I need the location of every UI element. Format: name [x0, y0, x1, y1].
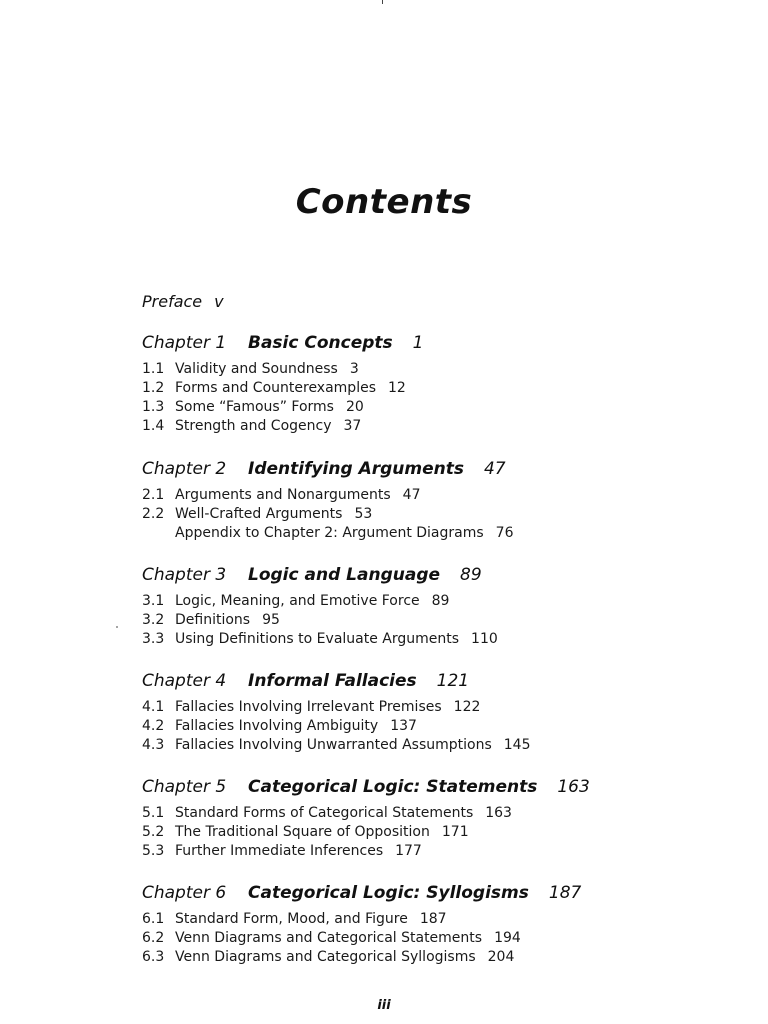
chapter-1	[142, 330, 742, 436]
section-page: 145	[503, 737, 531, 753]
chapter-heading[interactable]	[142, 562, 742, 588]
section-title: Fallacies Involving Ambiguity	[175, 718, 379, 734]
chapter-heading[interactable]	[142, 456, 742, 482]
section-entry[interactable]	[142, 698, 742, 717]
chapter-page: 163	[557, 777, 590, 797]
section-title: The Traditional Square of Opposition	[175, 824, 430, 840]
section-entry[interactable]	[142, 398, 742, 417]
section-entry[interactable]	[142, 611, 742, 630]
section-entry[interactable]	[142, 948, 742, 967]
section-title: Fallacies Involving Unwarranted Assumptions	[175, 737, 492, 753]
section-number: 5.1	[142, 805, 165, 821]
section-entry[interactable]	[142, 592, 742, 611]
chapter-title: Categorical Logic: Statements	[248, 777, 538, 797]
section-entry[interactable]	[142, 717, 742, 736]
chapter-page: 121	[436, 671, 470, 691]
section-entry[interactable]	[142, 417, 742, 436]
section-entry[interactable]	[142, 486, 742, 505]
section-title: Definitions	[175, 612, 251, 628]
section-number: 6.2	[142, 930, 165, 946]
chapter-title: Identifying Arguments	[248, 459, 464, 479]
section-title: Forms and Counterexamples	[175, 380, 376, 396]
chapter-number: Chapter 5	[142, 777, 227, 797]
section-page: 110	[471, 631, 498, 647]
section-title: Some “Famous” Forms	[175, 399, 334, 415]
section-title: Fallacies Involving Irrelevant Premises	[175, 699, 442, 715]
chapter-number: Chapter 1	[142, 333, 227, 353]
section-title: Logic, Meaning, and Emotive Force	[175, 593, 420, 609]
chapter-title: Logic and Language	[248, 565, 441, 585]
section-title: Well-Crafted Arguments	[175, 506, 343, 522]
section-title: Strength and Cogency	[175, 418, 332, 434]
section-page: 37	[343, 418, 362, 434]
section-number: 1.1	[142, 361, 165, 377]
section-page: 76	[495, 525, 514, 541]
section-page: 187	[419, 911, 447, 927]
chapter-title: Categorical Logic: Syllogisms	[248, 883, 529, 903]
section-page: 204	[487, 949, 515, 965]
section-page: 20	[345, 399, 364, 415]
section-page: 47	[402, 487, 421, 503]
section-title: Using Definitions to Evaluate Arguments	[175, 631, 460, 647]
section-number: 1.3	[142, 399, 165, 415]
chapter-3	[142, 562, 742, 649]
section-title: Standard Form, Mood, and Figure	[175, 911, 408, 927]
section-number: 4.2	[142, 718, 165, 734]
chapter-heading[interactable]	[142, 668, 742, 694]
chapter-heading[interactable]	[142, 330, 742, 356]
section-number: 2.1	[142, 487, 165, 503]
section-title: Appendix to Chapter 2: Argument Diagrams	[175, 525, 484, 541]
section-page: 177	[395, 843, 422, 859]
section-entry[interactable]	[142, 804, 742, 823]
page-number: iii	[377, 998, 391, 1013]
section-title: Venn Diagrams and Categorical Syllogisms	[175, 949, 476, 965]
preface-page: v	[214, 292, 224, 311]
section-number: 5.2	[142, 824, 165, 840]
section-title: Arguments and Nonarguments	[175, 487, 391, 503]
section-title: Further Immediate Inferences	[175, 843, 384, 859]
chapter-heading[interactable]	[142, 880, 742, 906]
section-page: 89	[431, 593, 450, 609]
section-entry[interactable]	[142, 505, 742, 524]
section-entry[interactable]	[142, 630, 742, 649]
section-page: 194	[494, 930, 521, 946]
top-margin-mark	[382, 0, 383, 4]
section-entry[interactable]	[142, 736, 742, 755]
section-page: 137	[390, 718, 417, 734]
chapter-page: 89	[460, 565, 482, 585]
chapter-heading[interactable]	[142, 774, 742, 800]
section-number: 6.3	[142, 949, 165, 965]
section-entry[interactable]	[142, 379, 742, 398]
appendix-entry[interactable]	[142, 524, 742, 543]
chapter-title: Informal Fallacies	[248, 671, 417, 691]
section-page: 3	[349, 361, 359, 377]
chapter-page: 187	[548, 883, 582, 903]
chapter-number: Chapter 3	[142, 565, 227, 585]
section-number: 3.3	[142, 631, 165, 647]
section-number: 3.1	[142, 593, 165, 609]
section-number: 1.4	[142, 418, 165, 434]
chapter-6	[142, 880, 742, 967]
chapter-number: Chapter 2	[142, 459, 227, 479]
section-page: 122	[453, 699, 481, 715]
section-title: Standard Forms of Categorical Statements	[175, 805, 474, 821]
chapter-2	[142, 456, 742, 543]
section-number: 3.2	[142, 612, 165, 628]
section-entry[interactable]	[142, 842, 742, 861]
chapter-page: 1	[412, 333, 424, 353]
stray-mark	[116, 626, 118, 628]
section-entry[interactable]	[142, 823, 742, 842]
chapter-number: Chapter 4	[142, 671, 227, 691]
section-number: 1.2	[142, 380, 165, 396]
section-page: 12	[388, 380, 406, 396]
section-number: 4.1	[142, 699, 165, 715]
chapter-title: Basic Concepts	[248, 333, 393, 353]
section-page: 163	[485, 805, 512, 821]
chapter-number: Chapter 6	[142, 883, 227, 903]
chapter-5	[142, 774, 742, 861]
section-page: 53	[354, 506, 373, 522]
section-entry[interactable]	[142, 910, 742, 929]
preface-label: Preface	[142, 292, 203, 311]
section-title: Venn Diagrams and Categorical Statements	[175, 930, 483, 946]
section-number: 6.1	[142, 911, 165, 927]
section-entry[interactable]	[142, 929, 742, 948]
section-page: 171	[441, 824, 469, 840]
section-number: 5.3	[142, 843, 165, 859]
section-title: Validity and Soundness	[175, 361, 338, 377]
page-title: Contents	[295, 182, 473, 222]
preface-entry[interactable]	[142, 292, 224, 311]
chapter-4	[142, 668, 742, 755]
section-entry[interactable]	[142, 360, 742, 379]
section-page: 95	[262, 612, 280, 628]
chapter-page: 47	[483, 459, 506, 479]
section-number: 2.2	[142, 506, 165, 522]
section-number: 4.3	[142, 737, 165, 753]
